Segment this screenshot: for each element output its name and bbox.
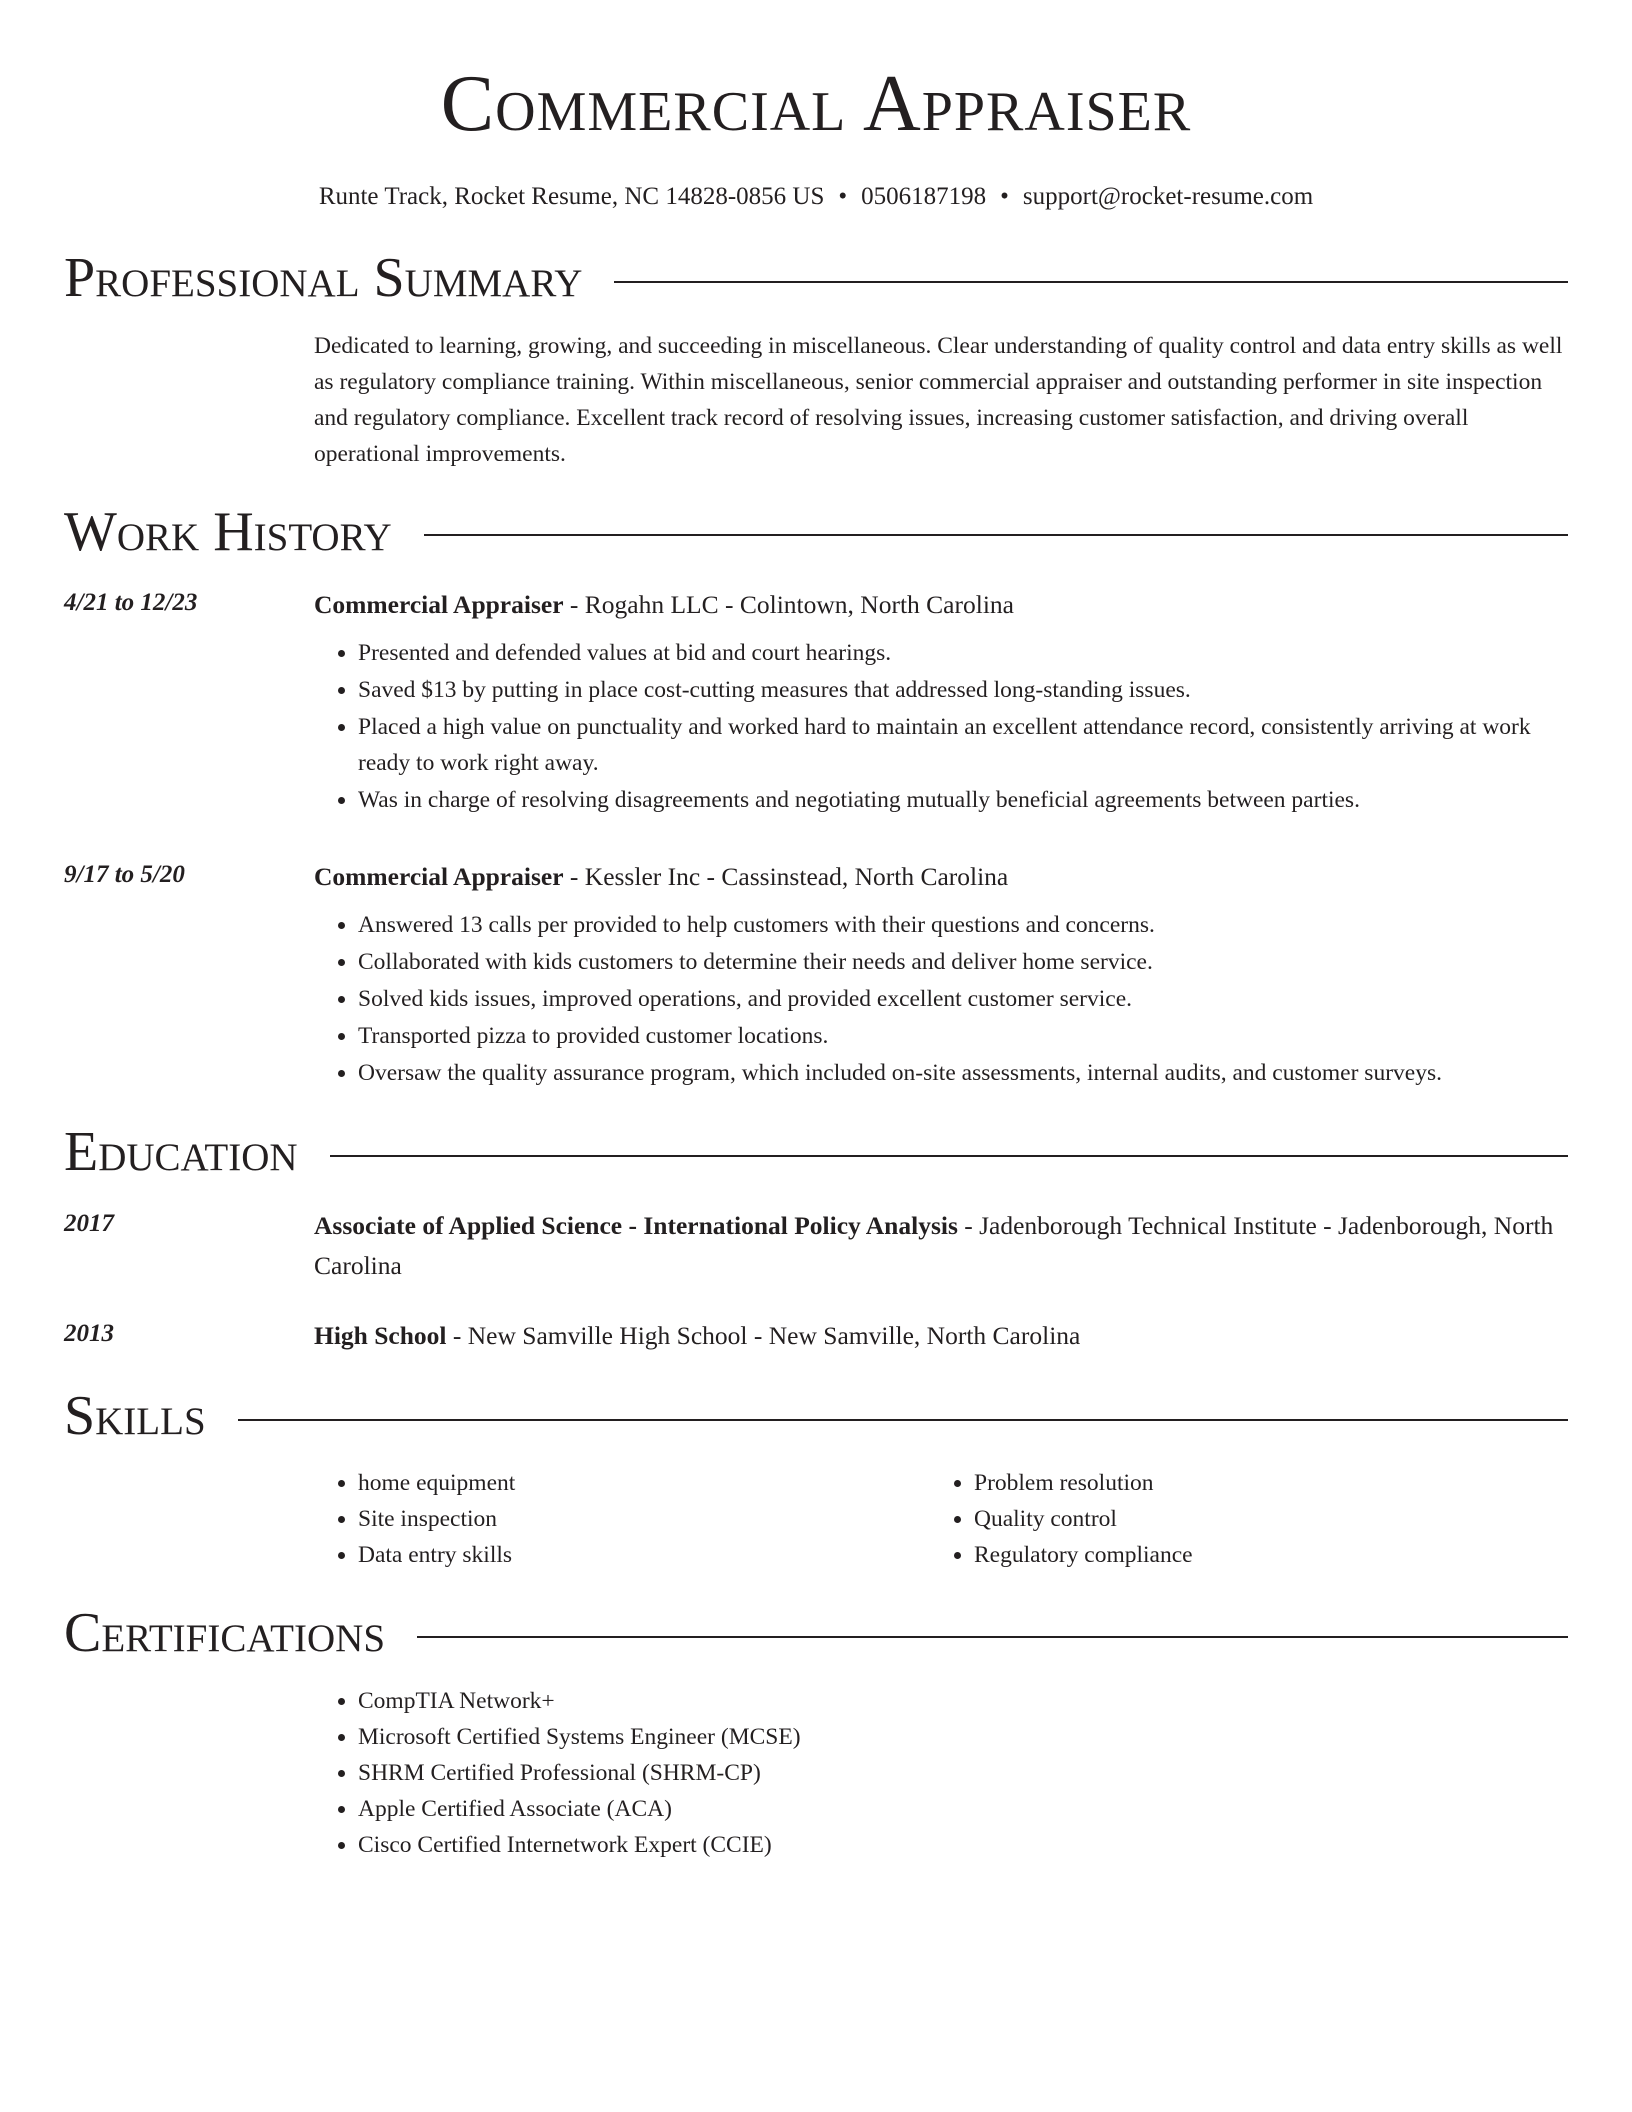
education-line	[314, 1206, 1568, 1286]
list-item: • SHRM Certified Professional (SHRM-CP)	[358, 1755, 1568, 1791]
education-year: 2017	[64, 1209, 114, 1237]
list-item: • Placed a high value on punctuality and worked hard to maintain an excellent attendance record, consistently arriving at work ready to work right away.	[358, 709, 1568, 781]
section-title: Professional Summary	[64, 247, 583, 309]
section-title: Skills	[64, 1384, 206, 1447]
contact-separator: •	[838, 183, 848, 210]
skills-list	[314, 1465, 1568, 1573]
job-content	[314, 585, 1568, 819]
list-item: • Data entry skills	[358, 1537, 930, 1573]
list-item: • Oversaw the quality assurance program, which included on-site assessments, internal audits, and customer surveys.	[358, 1055, 1568, 1091]
list-item: • Problem resolution	[974, 1465, 1546, 1501]
job-title-line	[314, 857, 1568, 897]
section-header-summary	[64, 248, 1568, 310]
job-details: - Rogahn LLC - Colintown, North Carolina	[563, 590, 1014, 620]
section-header-education	[64, 1122, 1568, 1184]
education-year: 2013	[64, 1319, 114, 1347]
section-header-certifications	[64, 1603, 1568, 1665]
list-item: • Microsoft Certified Systems Engineer (MCSE)	[358, 1719, 1568, 1755]
job-entry	[64, 585, 1568, 819]
education-line	[314, 1316, 1568, 1356]
contact-phone: 0506187198	[861, 183, 987, 210]
resume-name: Commercial Appraiser	[440, 60, 1192, 148]
job-dates: 4/21 to 12/23	[64, 589, 198, 617]
contact-line	[64, 182, 1568, 212]
education-content	[314, 1316, 1568, 1356]
list-item: • Regulatory compliance	[974, 1537, 1546, 1573]
section-title: Certifications	[64, 1602, 386, 1665]
list-item: • Was in charge of resolving disagreements and negotiating mutually beneficial agreements between parties.	[358, 782, 1568, 818]
section-divider	[330, 1155, 1568, 1157]
section-divider	[417, 1636, 1568, 1638]
job-title-line	[314, 585, 1568, 625]
education-entry	[64, 1206, 1568, 1286]
list-item: • Transported pizza to provided customer locations.	[358, 1018, 1568, 1054]
list-item: • Cisco Certified Internetwork Expert (CCIE)	[358, 1827, 1568, 1863]
list-item: • home equipment	[358, 1465, 930, 1501]
skills-column-right	[930, 1465, 1546, 1573]
section-divider	[424, 534, 1568, 536]
contact-separator: •	[1000, 183, 1009, 210]
job-entry	[64, 857, 1568, 1092]
list-item: • Quality control	[974, 1501, 1546, 1537]
list-item: • Saved $13 by putting in place cost-cutting measures that addressed long-standing issues.	[358, 672, 1568, 708]
section-divider	[614, 281, 1568, 283]
summary-text: Dedicated to learning, growing, and succeeding in miscellaneous. Clear understanding of quality control and data entry skills as well as regulatory compliance training. Within miscellaneous, senior commercial appraiser and outstanding performer in site inspection and regulatory compliance. Excellent track record of resolving issues, increasing customer satisfaction, and driving overall operational improvements.	[314, 332, 1563, 467]
section-header-work	[64, 502, 1568, 564]
education-content	[314, 1206, 1568, 1286]
job-bullets	[314, 907, 1568, 1091]
education-entry	[64, 1316, 1568, 1356]
education-degree: Associate of Applied Science - International Policy Analysis	[314, 1210, 958, 1240]
job-dates: 9/17 to 5/20	[64, 861, 185, 889]
section-title: Education	[64, 1121, 298, 1184]
education-degree: High School	[314, 1320, 447, 1350]
contact-address: Runte Track, Rocket Resume, NC 14828-0856 US	[318, 183, 825, 210]
list-item: • Solved kids issues, improved operations, and provided excellent customer service.	[358, 981, 1568, 1017]
list-item: • Collaborated with kids customers to determine their needs and deliver home service.	[358, 944, 1568, 980]
section-divider	[238, 1419, 1568, 1421]
education-details: - Jadenborough Technical Institute - Jadenborough, North Carolina	[314, 1210, 1554, 1280]
list-item: • Presented and defended values at bid and court hearings.	[358, 635, 1568, 671]
list-item: • Answered 13 calls per provided to help customers with their questions and concerns.	[358, 907, 1568, 943]
list-item: • Apple Certified Associate (ACA)	[358, 1791, 1568, 1827]
job-bullets	[314, 635, 1568, 818]
section-header-skills	[64, 1386, 1568, 1448]
list-item: • Site inspection	[358, 1501, 930, 1537]
section-title: Work History	[64, 500, 392, 563]
skills-column-left	[314, 1465, 930, 1573]
job-title: Commercial Appraiser	[314, 862, 564, 892]
job-title: Commercial Appraiser	[314, 590, 564, 620]
education-details: - New Samville High School - New Samville, North Carolina	[446, 1320, 1081, 1350]
list-item: • CompTIA Network+	[358, 1683, 1568, 1719]
job-details: - Kessler Inc - Cassinstead, North Carolina	[563, 862, 1009, 892]
certifications-items	[314, 1683, 1568, 1863]
job-content	[314, 857, 1568, 1092]
certifications-list	[314, 1683, 1568, 1863]
contact-email: support@rocket-resume.com	[1022, 183, 1314, 210]
